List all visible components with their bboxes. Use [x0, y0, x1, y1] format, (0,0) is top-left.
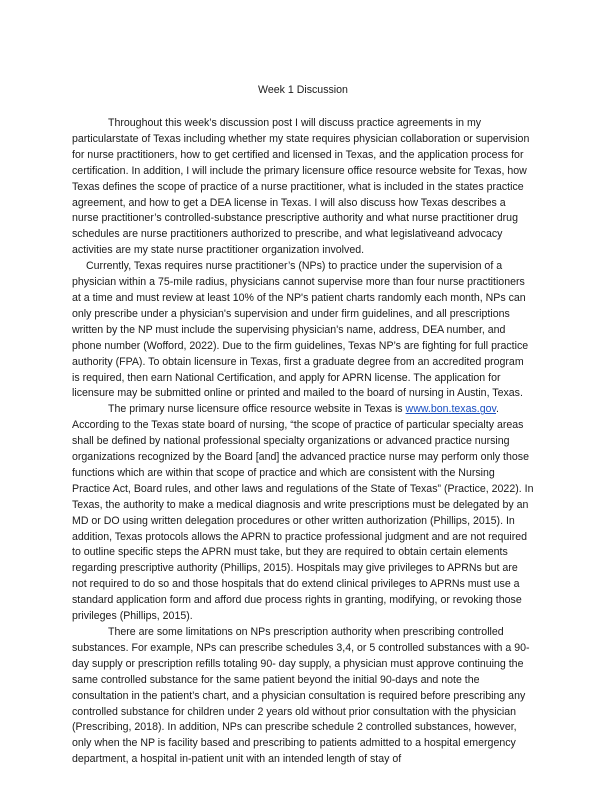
paragraph-licensure-text-end: . According to the Texas state board of nursing, “the scope of practice of particular specialty areas shall be defined by national professional specialty organizations or advanced practice nursing organizations recognized by the Board [and] the advanced practice nurse may perform only those functions which are within that scope of practice and which are consistent with the Nursing Practice Act, Board rules, and other laws and regulations of the State of Texas” (Practice, 2022). In Texas, the authority to make a medical diagnosis and write prescriptions must be delegated by an MD or DO using written delegation procedures or other written authorization (Phillips, 2015). In addition, Texas protocols allows the APRN to practice professional judgment and are not required to outline specific steps the APRN must take, but they are required to obtain certain elements regarding prescriptive authority (Phillips, 2015). Hospitals may give privileges to APRNs but are not required to do so and those hospitals that do extend clinical privileges to APRNs must use a standard application form and afford due process rights in granting, modifying, or revoking those privileges (Phillips, 2015).	[72, 403, 534, 623]
bon-texas-link[interactable]: www.bon.texas.gov	[405, 403, 497, 416]
paragraph-controlled-substances: There are some limitations on NPs prescription authority when prescribing controlled substances. For example, NPs can prescribe schedules 3,4, or 5 controlled substances with a 90-day supply or prescription refills totaling 90- day supply, a physician must approve continuing the same controlled substance for the same patient beyond the initial 90-days and note the consultation in the patient’s chart, and a physician consultation is required before prescribing any controlled substance for children under 2 years old without prior consultation with the physician (Prescribing, 2018). In addition, NPs can prescribe schedule 2 controlled substances, however, only when the NP is facility based and prescribing to patients admitted to a hospital emergency department, a hospital in-patient unit with an intended length of stay of	[72, 626, 530, 766]
paragraph-licensure-website	[72, 402, 534, 625]
paragraph-licensure-text-start: The primary nurse licensure office resource website in Texas is	[108, 403, 406, 416]
paragraph-supervision: Currently, Texas requires nurse practitioner’s (NPs) to practice under the supervision of a physician within a 75-mile radius, physicians cannot supervise more than four nurse practitioners at a time and must review at least 10% of the NP's patient charts randomly each month, NPs can only prescribe under a physician's supervision and under firm guidelines, and all prescriptions written by the NP must include the supervising physician's name, address, DEA number, and phone number (Wofford, 2022). Due to the firm guidelines, Texas NP’s are fighting for full practice authority (FPA). To obtain licensure in Texas, first a graduate degree from an accredited program is required, then earn National Certification, and apply for APRN license. The application for licensure may be submitted online or printed and mailed to the board of nursing in Austin, Texas.	[72, 260, 529, 400]
paragraph-intro: Throughout this week’s discussion post I will discuss practice agreements in my particularstate of Texas including whether my state requires physician collaboration or supervision for nurse practitioners, how to get certified and licensed in Texas, and the application process for certification. In addition, I will include the primary licensure office resource website for Texas, how Texas defines the scope of practice of a nurse practitioner, what is included in the states practice agreement, and how to get a DEA license in Texas. I will also discuss how Texas describes a nurse practitioner’s controlled-substance prescriptive authority and what nurse practitioner drug schedules are nurse practitioners authorized to prescribe, and what legislativeand advocacy activities are my state nurse practitioner organization involved.	[72, 117, 530, 257]
document-title: Week 1 Discussion	[258, 84, 348, 96]
